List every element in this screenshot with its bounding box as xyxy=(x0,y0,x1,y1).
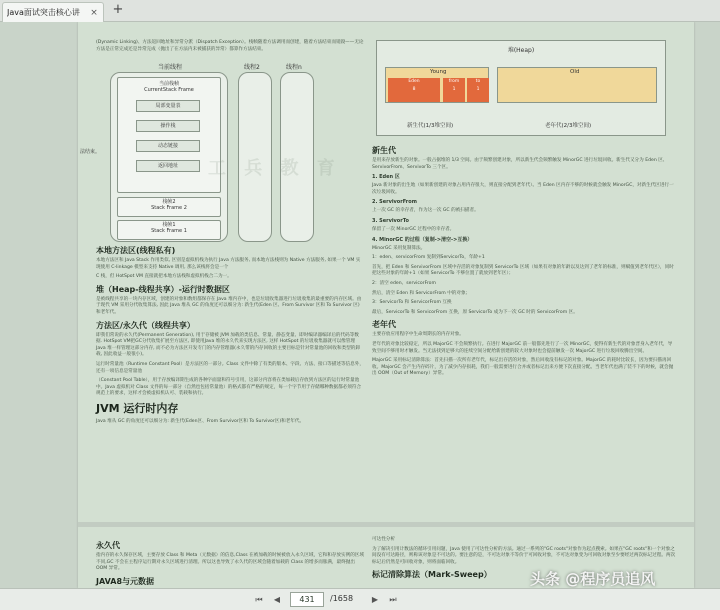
old-gen-text-2: 老年代的对象比较稳定，所以 MajorGC 不会频繁执行。在进行 MajorGC 前一般都先进行了一次 MinorGC，使得有新生代的对象晋身入老年代，导致空间不够用时才触发。当无法找到足够大的连续空间分配给新创建的较大对象时也会提前触发一次 MajorGC 进行垃圾回收腾出空间。 xyxy=(372,341,673,354)
page-navigation-toolbar xyxy=(0,588,720,610)
current-stack-frame xyxy=(117,77,221,193)
old-gen-heading: 老年代 xyxy=(372,320,396,330)
step1-title: 1：eden、servicorFrom 复制到ServicorTo，年龄+1 xyxy=(372,255,485,261)
minor-gc-text: MinorGC 采用复制算法。 xyxy=(372,245,426,251)
step1-text: 首先，把 Eden 和 ServivorFrom 区域中存活的对象复制到 ServicorTo 区域（如果有对象的年龄以及达到了老年的标准，则赋值到老年代区），同时把这些对象的年龄+1（如果 ServicorTo 不够位置了就放到老年区）； xyxy=(372,264,674,277)
eden-ratio: 8 xyxy=(412,87,416,92)
heap-diagram xyxy=(376,40,666,136)
step3-text: 最后，ServicorTo 和 ServicorFrom 互换，原 ServicorTo 成为下一次 GC 时的 ServicorFrom 区。 xyxy=(372,309,578,315)
document-viewer[interactable] xyxy=(0,22,720,588)
frame1-title: 栈帧1 xyxy=(162,222,176,228)
perm-gen-heading: 永久代 xyxy=(96,541,120,550)
survivor-from-heading: 2. ServivorFrom xyxy=(372,199,417,206)
old-gen-text-3: MajorGC 采用标记清除算法：首先扫描一次所有老年代，标记出存活的对象，然后回收没有标记的对象。MajorGC 的耗时比较长，因为要扫描再回收。MajorGC 会产生内存碎片，为了减少内存损耗，我们一般需要进行合并或者标记出来方便下次直接分配。当老年代也满了装不下的时候，就会抛出 OOM（Out of Memory）异常。 xyxy=(372,358,674,377)
first-page-icon[interactable]: ⏮ xyxy=(255,595,263,604)
heap-heading: 堆（Heap-线程共享）-运行时数据区 xyxy=(96,284,230,294)
old-generation-box xyxy=(497,67,657,103)
document-tab[interactable] xyxy=(2,2,104,22)
tab-title: Java面试突击核心讲 xyxy=(7,8,80,17)
stack-frame-2 xyxy=(117,197,221,217)
minor-gc-heading: 4. MinorGC 的过程（复制->清空->互换） xyxy=(372,236,473,243)
next-page-icon[interactable]: ▶ xyxy=(371,595,379,604)
native-method-text-1: 本地方法区和 Java Stack 作用类似, 区别是虚拟机栈为执行 Java 方法服务, 而本地方法栈则为 Native 方法服务, 如果一个 VM 实现使用 C-linkage 模型来支持 Native 调用, 那么该栈将会是一个 xyxy=(96,258,361,270)
page-total: /1658 xyxy=(330,594,354,603)
survivor-to-block xyxy=(467,78,489,102)
frame2-title: 栈帧2 xyxy=(162,199,176,205)
current-thread-label: 当前线程 xyxy=(158,64,183,71)
native-method-text-2: C 栈，但 HotSpot VM 直接就把本地方法栈和虚拟机栈合二为一。 xyxy=(96,274,232,280)
jvm-runtime-heading: JVM 运行时内存 xyxy=(96,401,179,415)
old-caption: 老年代(2/3堆空间) xyxy=(545,123,592,129)
threadn-label: 线程n xyxy=(286,64,302,71)
method-area-text-2: 运行时常量池（Runtime Constant Pool）是方法区的一部分。Class 文件中除了有类的版本、字段、方法、接口等描述等信息外，还有一项信息是常量池 xyxy=(96,361,364,374)
old-gen-text-1: 主要存放应用程序中生命周期长的内存对象。 xyxy=(372,332,464,338)
local-variable-table: 局部变量表 xyxy=(136,100,200,112)
dynamic-linking: 动态链接 xyxy=(136,140,200,152)
eden-block xyxy=(388,78,440,102)
survivor-from-label: from xyxy=(448,79,460,84)
native-method-heading: 本地方法区(线程私有) xyxy=(96,246,176,255)
step2-text: 然后，清空 Eden 和 ServicorFrom 中的对象； xyxy=(372,290,471,296)
method-area-heading: 方法区/永久代（线程共享） xyxy=(96,320,195,330)
reachability-label: 可达性分析 xyxy=(372,537,395,542)
step3-title: 3：ServicorTo 和 ServicorFrom 互换 xyxy=(372,300,452,306)
young-generation-box xyxy=(385,67,489,103)
survivor-to-label: to xyxy=(475,79,481,84)
survivor-from-text: 上一次 GC 的幸存者，作为这一次 GC 的被扫描者。 xyxy=(372,208,479,214)
eden-label: Eden xyxy=(408,79,420,84)
current-frame-en: CurrentStack Frame xyxy=(144,87,194,93)
young-label: Young xyxy=(430,69,447,75)
method-area-text-1: 即我们常说的永久代(Permanent Generation), 用于存储被 JVM 加载的类信息、常量、静态变量、即时编译器编译后的代码等数据. HotSpot VM把GC分代收集扩展至方法区, 即使用Java 堆的永久代来实现方法区, 这样 HotSpot 的垃圾收集器就可以像管理 Java 堆一样管理这部分内存, 而不必为方法区开发专门的内存管理器(永久带的内存回收的主要目标是针对常量池的回收和类型的卸载, 因此收益一般很小)。 xyxy=(96,332,360,358)
return-address: 返回地址 xyxy=(136,160,200,172)
source-watermark: 头条 @程序员追风 xyxy=(530,570,656,588)
young-gen-heading: 新生代 xyxy=(372,146,396,155)
survivor-from-ratio: 1 xyxy=(452,87,456,92)
intro-text: (Dynamic Linking)、方法返回地址和异常分派（Dispatch Exception）。栈帧随着方法调用而创建，随着方法结束而销毁——无论方法是正常完成还是异常完成（抛出了在方法内未被捕获的异常）都算作方法结束。 xyxy=(96,40,364,52)
mark-sweep-heading: 标记清除算法（Mark-Sweep） xyxy=(372,570,492,580)
survivor-to-heading: 3. ServivorTo xyxy=(372,217,409,224)
page-number-input[interactable]: 431 xyxy=(290,592,324,607)
young-gen-text: 是用来存放新生的对象。一般占据堆的 1/3 空间。由于频繁创建对象，所以新生代会频繁触发 MinorGC 进行垃圾回收。新生代又分为 Eden 区、ServivorFrom、ServivorTo 三个区。 xyxy=(372,158,668,170)
pdf-page xyxy=(78,22,694,588)
survivor-to-text: 保留了一次 MinorGC 过程中的幸存者。 xyxy=(372,226,455,232)
prev-page-icon[interactable]: ◀ xyxy=(273,595,281,604)
operand-stack: 操作栈 xyxy=(136,120,200,132)
reachability-text: 为了解决引用计数法的循环引用问题，Java 使用了可达性分析的方法。通过一系列的"GC roots"对象作为起点搜索。如果在"GC roots"和一个对象之间没有可达路径，则称该对象是不可达的。要注意的是，不可达对象不等价于可回收对象，不可达对象变为可回收对象至少要经过两次标记过程。两次标记后仍然是可回收对象，则将面临回收。 xyxy=(372,546,676,565)
eden-heading: 1. Eden 区 xyxy=(372,174,400,181)
method-area-text-3: （Constant Pool Table），用于存放编译期生成的各种字面量和符号引用，这部分内容将在类加载后存放到方法区的运行时常量池中。Java 虚拟机对 Class 文件的每一部分（自然也包括常量池）的格式都有严格的规定，每一个字节用于存储哪种数据都必须符合规范上的要求，这样才会被虚拟机认可、装载和执行。 xyxy=(96,378,362,397)
heap-text: 是被线程共享的一块内存区域，创建的对象和数组都保存在 Java 堆内存中，也是垃圾收集器进行垃圾收集的最重要的内存区域。由于现代 VM 采用分代收集算法, 因此 Java 堆从 GC 的角度还可以细分为: 新生代(Eden 区、From Survivor 区和 To Survivor 区)和老年代。 xyxy=(96,296,362,315)
next-left-column xyxy=(96,537,364,588)
survivor-from-block xyxy=(443,78,465,102)
frame1-en: Stack Frame 1 xyxy=(151,228,187,234)
frame2-en: Stack Frame 2 xyxy=(151,205,187,211)
close-icon[interactable]: × xyxy=(90,7,98,18)
left-column-body xyxy=(96,242,364,429)
watermark: 工 兵 教 育 xyxy=(208,158,341,179)
perm-gen-text: 指内存的永久保存区域，主要存放 Class 和 Meta（元数据）的信息,Class 在被加载的时候被放入永久区域，它和和存放实例的区域不同,GC 不会在主程序运行期对永久区域进行清理。所以这也导致了永久代的区域会随着加载的 Class 的增多而胀满，最终抛出 OOM 异常。 xyxy=(96,553,364,572)
right-column-body xyxy=(372,142,676,381)
young-caption: 新生代(1/3堆空间) xyxy=(407,123,454,129)
heap-label: 堆(Heap) xyxy=(507,47,535,54)
last-page-icon[interactable]: ⏭ xyxy=(389,595,397,604)
current-frame-title: 当前栈帧 xyxy=(158,81,179,87)
java8-heading: JAVA8与元数据 xyxy=(96,576,155,586)
survivor-to-ratio: 1 xyxy=(476,87,480,92)
old-label: Old xyxy=(570,69,580,75)
stack-frame-1 xyxy=(117,220,221,240)
left-column xyxy=(96,40,364,56)
eden-text: Java 新对象的出生地（如果新创建的对象占用内存很大，则直接分配到老年代）。当 Eden 区内存不够的时候就会触发 MinorGC，对新生代区进行一次垃圾回收。 xyxy=(372,183,674,195)
step2-title: 2：清空 eden、servicorFrom xyxy=(372,280,436,286)
thread2-label: 线程2 xyxy=(244,64,260,71)
browser-tab-bar xyxy=(0,0,720,22)
new-tab-button[interactable]: + xyxy=(112,2,124,17)
thread-stack-diagram xyxy=(80,62,364,242)
side-label: 法结束。 xyxy=(80,149,101,155)
jvm-runtime-text: Java 堆从 GC 的角度还可以细分为: 新生代(Eden区、From Survivor区和 To Survivor区)和老年代。 xyxy=(96,418,305,424)
